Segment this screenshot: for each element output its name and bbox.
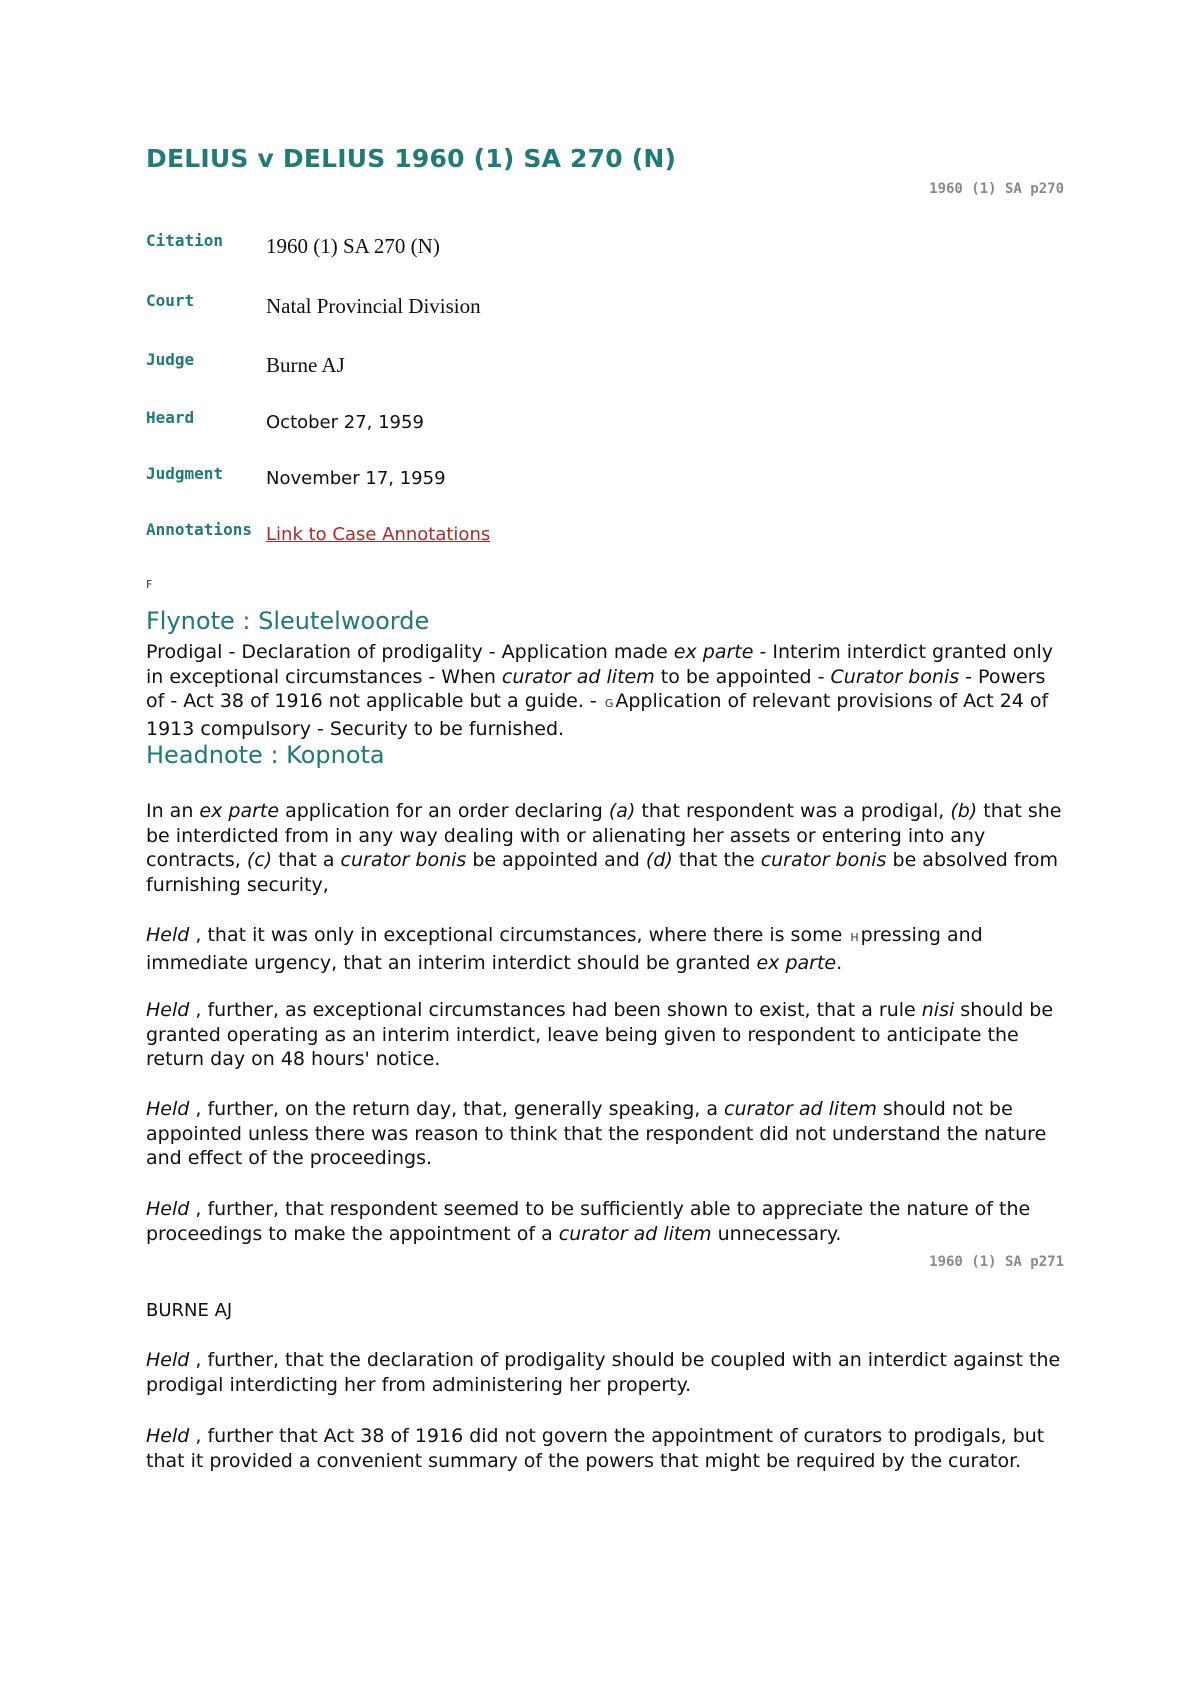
court-value: Natal Provincial Division xyxy=(266,294,481,318)
citation-row xyxy=(146,231,1064,261)
headnote-paragraph-4: Held , further, on the return day, that, generally speaking, a curator ad litem should not be appointed unless there was reason to think that the respondent did not understand the nature and effect of the proceedings. xyxy=(146,1098,1047,1169)
heard-value: October 27, 1959 xyxy=(266,412,424,433)
annotations-label: Annotations xyxy=(146,520,252,539)
judgment-value: November 17, 1959 xyxy=(266,468,446,489)
headnote-heading: Headnote : Kopnota xyxy=(146,741,385,769)
judgment-row xyxy=(146,464,1064,494)
flynote-heading: Flynote : Sleutelwoorde xyxy=(146,607,430,635)
flynote-text: Prodigal - Declaration of prodigality - Application made ex parte - Interim interdict granted only in exceptional circumstances - When curator ad litem to be appointed - Curator bonis - Powers of - Act 38 of 1916 not applicable but a guide. - G Application of relevant provisions of Act 24 of 1913 compulsory - Security to be furnished. xyxy=(146,641,1053,740)
heard-label: Heard xyxy=(146,408,195,427)
margin-marker-f: F xyxy=(146,578,153,591)
annotations-row xyxy=(146,520,1064,550)
judge-name-line: BURNE AJ xyxy=(146,1300,233,1321)
judge-row xyxy=(146,350,1064,380)
headnote-paragraph-5: Held , further, that respondent seemed to be sufficiently able to appreciate the nature of the proceedings to make the appointment of a curator ad litem unnecessary. xyxy=(146,1198,1031,1245)
heard-row xyxy=(146,408,1064,438)
judge-value: Burne AJ xyxy=(266,353,345,377)
page-reference-271: 1960 (1) SA p271 xyxy=(929,1254,1064,1270)
headnote-paragraph-3: Held , further, as exceptional circumstances had been shown to exist, that a rule nisi should be granted operating as an interim interdict, leave being given to respondent to anticipate the return day on 48 hours' notice. xyxy=(146,999,1054,1070)
margin-marker-g: G xyxy=(604,697,614,710)
judge-label: Judge xyxy=(146,350,195,369)
margin-marker-h: H xyxy=(850,931,859,944)
citation-label: Citation xyxy=(146,231,224,250)
headnote-paragraph-2: Held , that it was only in exceptional circumstances, where there is some H pressing and immediate urgency, that an interim interdict should be granted ex parte. xyxy=(146,924,983,974)
headnote-paragraph-6: Held , further, that the declaration of prodigality should be coupled with an interdict against the prodigal interdicting her from administering her property. xyxy=(146,1349,1061,1396)
headnote-paragraph-7: Held , further that Act 38 of 1916 did not govern the appointment of curators to prodigals, but that it provided a convenient summary of the powers that might be required by the curator. xyxy=(146,1425,1045,1472)
judgment-label: Judgment xyxy=(146,464,224,483)
citation-value: 1960 (1) SA 270 (N) xyxy=(266,234,440,258)
court-label: Court xyxy=(146,291,195,310)
case-title: DELIUS v DELIUS 1960 (1) SA 270 (N) xyxy=(146,144,677,173)
page-reference-270: 1960 (1) SA p270 xyxy=(929,181,1064,197)
case-annotations-link[interactable]: Link to Case Annotations xyxy=(266,524,491,545)
court-row xyxy=(146,291,1064,321)
headnote-paragraph-1: In an ex parte application for an order declaring (a) that respondent was a prodigal, (b) that she be interdicted from in any way dealing with or alienating her assets or entering into any contracts, (c) that a curator bonis be appointed and (d) that the curator bonis be absolved from furnishing security, xyxy=(146,800,1062,896)
